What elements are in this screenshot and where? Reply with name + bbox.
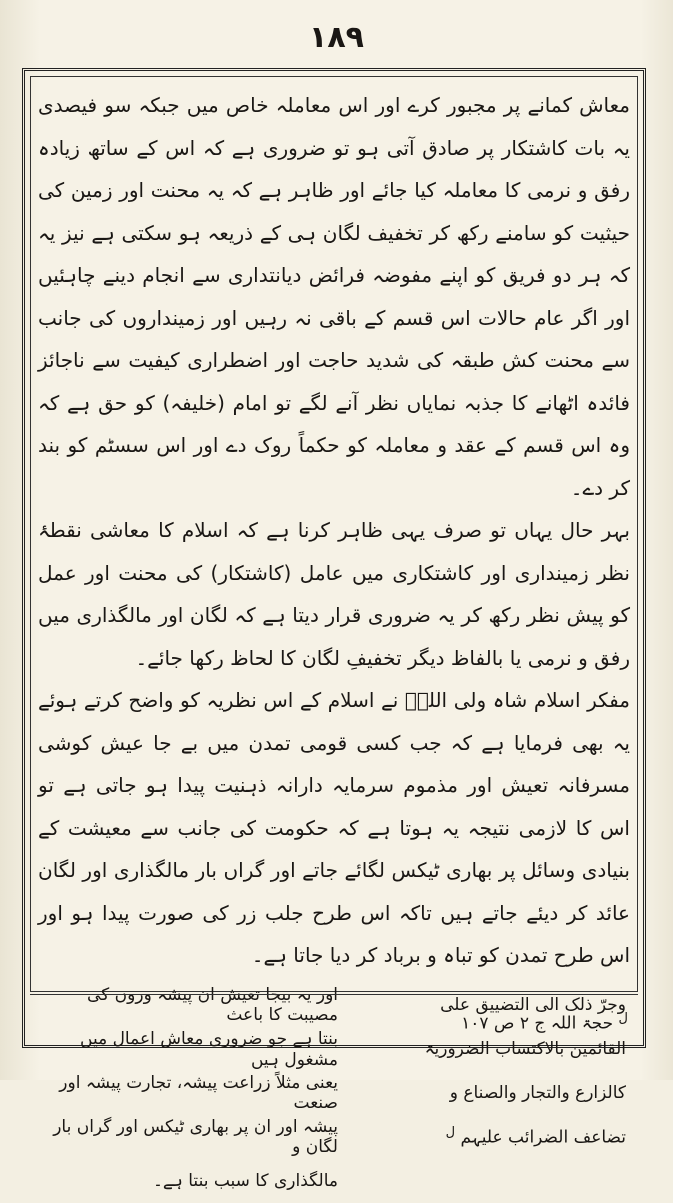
quotation-row	[34, 1115, 634, 1159]
quotation-row	[34, 1071, 634, 1115]
footnote-reference: ل	[445, 1125, 456, 1141]
arabic-quote-line	[356, 1125, 634, 1148]
footnote-divider	[30, 994, 638, 995]
arabic-quote-line: کالزارع والتجار والصناع و	[449, 1082, 626, 1103]
urdu-translation-line: اور یہ بیجا تعیش ان پیشہ وروں کی مصیبت کا باعث	[87, 985, 338, 1025]
paragraph-3: مفکر اسلام شاہ ولی اللہؒ نے اسلام کے اس نظریہ کو واضح کرتے ہوئے یہ بھی فرمایا ہے کہ جب کسی قومی تمدن میں بے جا عیش کوشی مسرفانہ تعیش اور مذموم سرمایہ دارانہ ذہنیت پیدا ہو جاتی ہے تو اس کا لازمی نتیجہ یہ ہوتا ہے کہ حکومت کی جانب سے معیشت کے بنیادی وسائل پر بھاری ٹیکس لگائے جاتے اور گراں بار مالگذاری اور لگان عائد کر دیئے جاتے ہیں تاکہ اس طرح جلب زر کی صورت پیدا ہو اور اس طرح تمدن کو تباہ و برباد کر دیا جاتا ہے۔	[38, 688, 630, 967]
footnote-mark: ل	[618, 1011, 628, 1026]
arabic-quote-line: وجرّ ذلک الی التضییق علی	[440, 994, 626, 1015]
arabic-quote-line: القائمین بالاکتساب الضروریۃ	[424, 1039, 626, 1059]
urdu-translation-line: پیشہ اور ان پر بھاری ٹیکس اور گراں بار لگان و	[53, 1117, 338, 1157]
urdu-translation-line: مالگذاری کا سبب بنتا ہے۔	[152, 1171, 338, 1191]
arabic-quote-text: تضاعف الضرائب علیہم	[460, 1127, 626, 1148]
paragraph-1: معاش کمانے پر مجبور کرے اور اس معاملہ خاص میں جبکہ سو فیصدی یہ بات کاشتکار پر صادق آتی ہو تو ضروری ہے کہ اس کے ساتھ زیادہ رفق و نرمی کا معاملہ کیا جائے اور ظاہر ہے کہ یہ محنت اور زمین کی حیثیت کو سامنے رکھ کر تخفیف لگان ہی کے ذریعہ ہو سکتی ہے نیز یہ کہ ہر دو فریق کو اپنے مفوضہ فرائض دیانتداری سے انجام دینے چاہئیں اور اگر عام حالات اس قسم کے باقی نہ رہیں اور زمینداروں کی جانب سے محنت کش طبقہ کی شدید حاجت اور اضطراری کیفیت سے ناجائز فائدہ اٹھانے کا جذبہ نمایاں نظر آنے لگے تو امام (خلیفہ) کو حق ہے کہ وہ اس قسم کے عقد و معاملہ کو حکماً روک دے اور اس سسٹم کو بند کر دے۔	[38, 93, 630, 500]
paragraph-2: بہر حال یہاں تو صرف یہی ظاہر کرنا ہے کہ اسلام کا معاشی نقطۂ نظر زمینداری اور کاشتکاری میں عامل (کاشتکار) کی محنت اور عمل کو پیش نظر رکھ کر یہ ضروری قرار دیتا ہے کہ لگان اور مالگذاری میں رفق و نرمی یا بالفاظ دیگر تخفیفِ لگان کا لحاظ رکھا جائے۔	[38, 518, 630, 670]
urdu-translation-line: بنتا ہے جو ضروری معاش اعمال میں مشغول ہیں	[80, 1028, 338, 1070]
urdu-translation-line: یعنی مثلاً زراعت پیشہ، تجارت پیشہ اور صنعت	[59, 1073, 338, 1113]
page-number: ١٨٩	[309, 20, 364, 55]
footnote	[34, 1004, 628, 1039]
footnote-text: حجۃ اللہ ج ۲ ص ۱۰۷	[461, 1013, 614, 1034]
quotation-row	[34, 1159, 634, 1203]
